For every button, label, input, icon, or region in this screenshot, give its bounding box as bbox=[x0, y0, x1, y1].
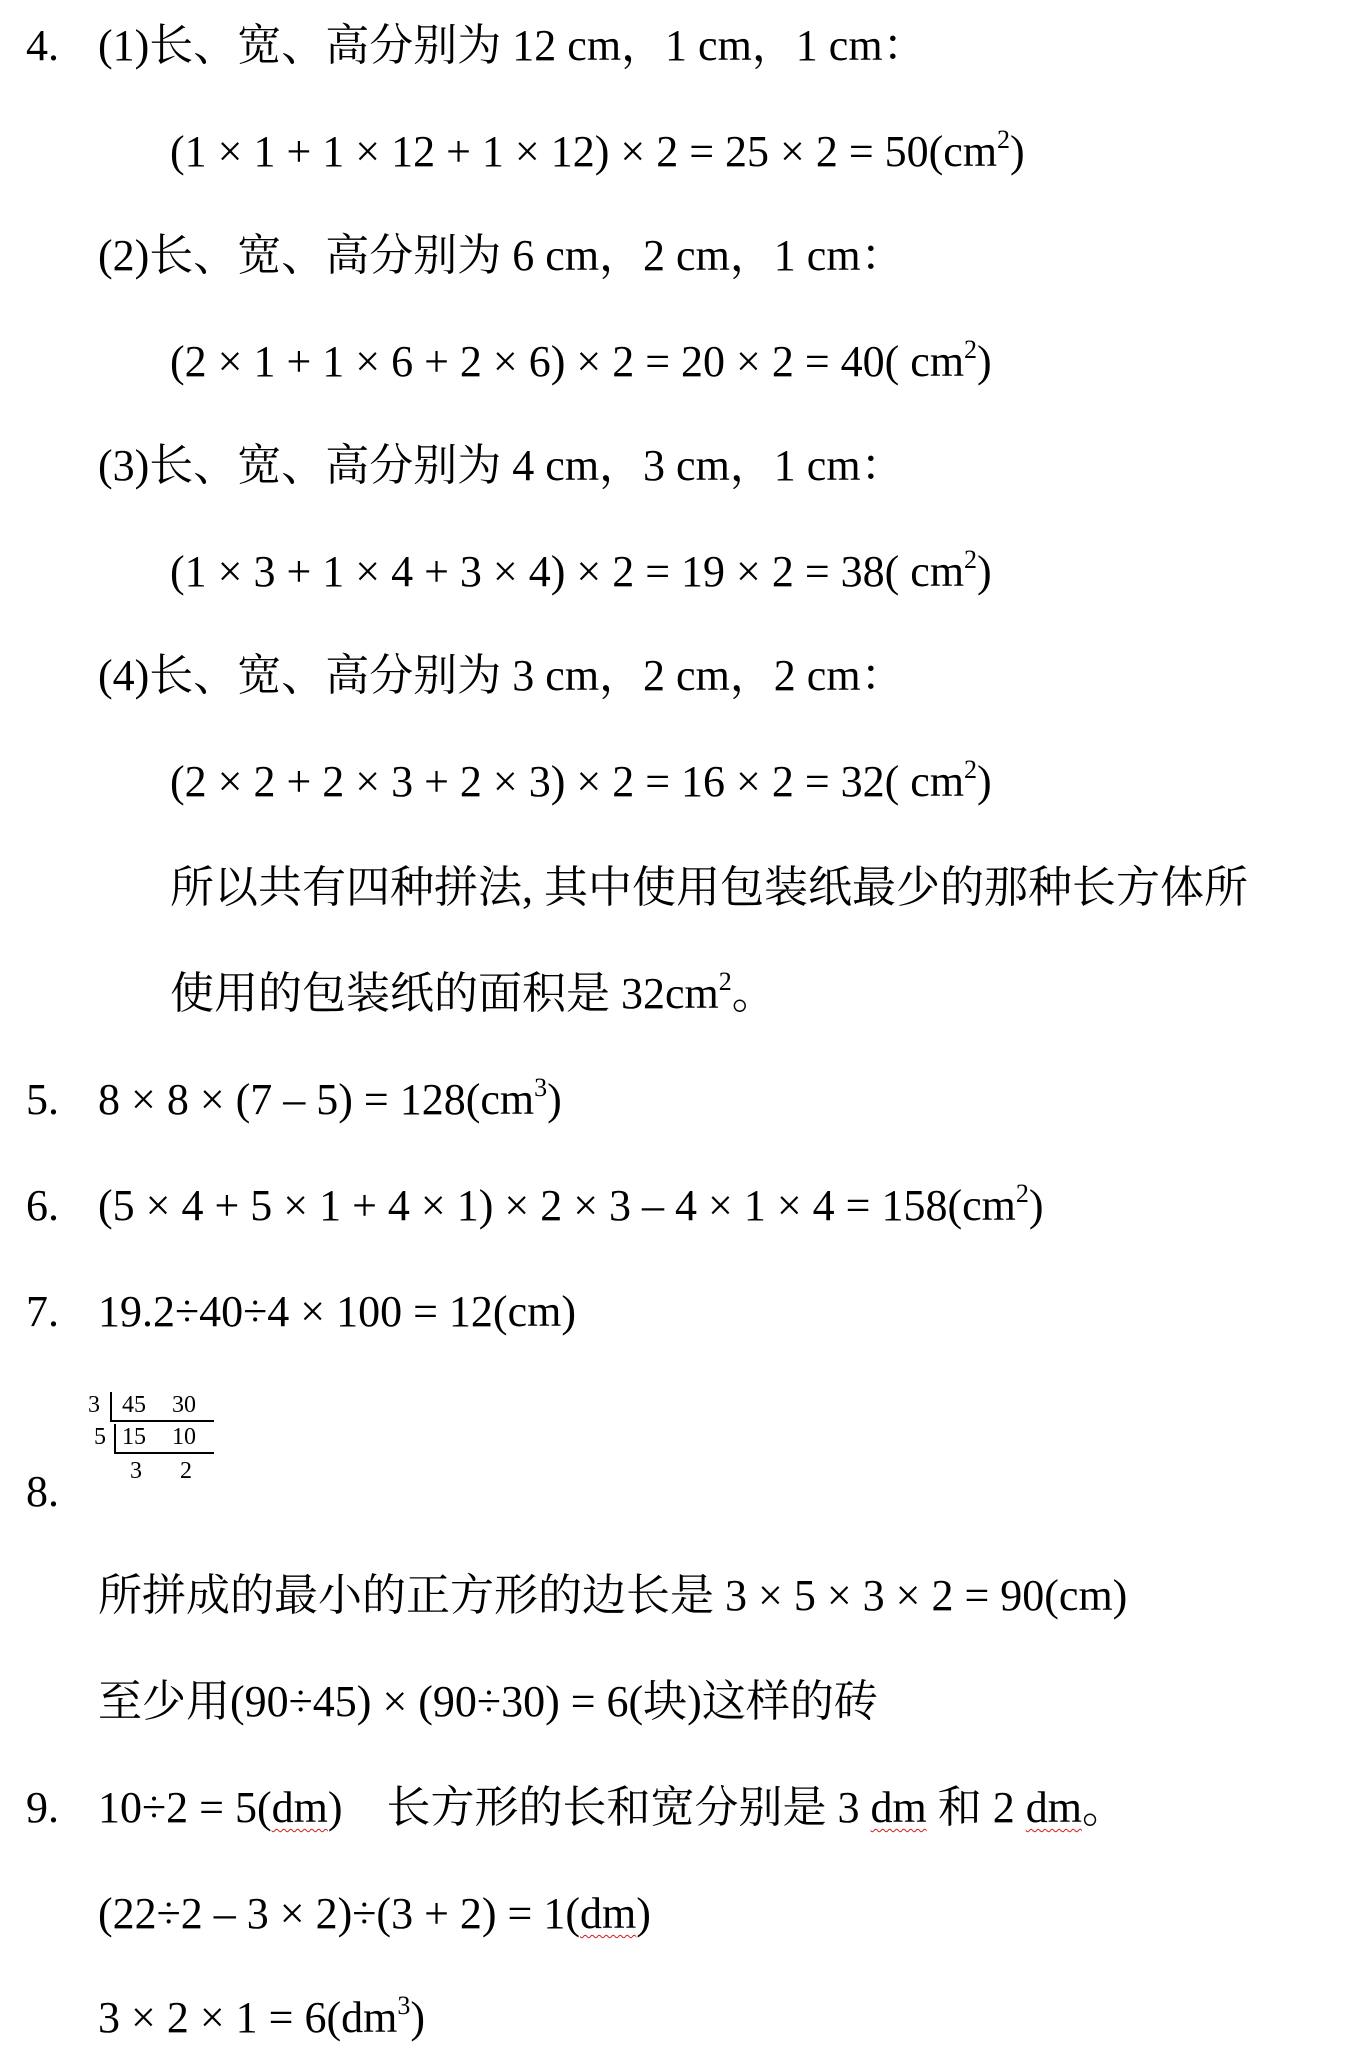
q8-line1: 所拼成的最小的正方形的边长是 3 × 5 × 3 × 2 = 90(cm) bbox=[98, 1571, 1128, 1620]
q4-case4-heading: (4)长、宽、高分别为 3 cm，2 cm，2 cm： bbox=[98, 651, 905, 700]
question-number: 6. bbox=[26, 1181, 59, 1230]
question-number: 9. bbox=[26, 1783, 59, 1832]
ladder-divisor-1: 3 bbox=[88, 1392, 100, 1418]
q4-conclusion-line2: 使用的包装纸的面积是 $32cm^2$。 bbox=[170, 967, 776, 1018]
ladder-rule bbox=[114, 1452, 214, 1454]
ladder-value: 30 bbox=[172, 1392, 196, 1418]
q4-case2-formula: (2 × 1 + 1 × 6 + 2 × 6) × 2 = 20 × 2 = 40( $cm^2$) bbox=[170, 335, 992, 386]
question-number: 8. bbox=[26, 1467, 59, 1516]
ladder-value: 15 bbox=[122, 1424, 146, 1450]
q4-case2-heading: (2)长、宽、高分别为 6 cm，2 cm，1 cm： bbox=[98, 231, 905, 280]
ladder-value: 10 bbox=[172, 1424, 196, 1450]
q4-case3-formula: (1 × 3 + 1 × 4 + 3 × 4) × 2 = 19 × 2 = 38( $cm^2$) bbox=[170, 545, 992, 596]
ladder-result: 2 bbox=[180, 1458, 192, 1484]
q9-line3: $3 \times 2 \times 1 = 6(dm^3)$ bbox=[98, 1991, 425, 2042]
q8-line2: 至少用(90÷45) × (90÷30) = 6(块)这样的砖 bbox=[98, 1677, 878, 1726]
q7-line: 7. 19.2÷40÷4 × 100 = 12(cm) bbox=[26, 1282, 576, 1342]
q4-case1-heading bbox=[26, 16, 927, 76]
q4-case3-heading: (3)长、宽、高分别为 4 cm，3 cm，1 cm： bbox=[98, 441, 905, 490]
q9-line1: 9. 10÷2 = 5(dm) 长方形的长和宽分别是 3 dm 和 2 dm。 bbox=[26, 1778, 1126, 1838]
q9-line2: (22÷2 – 3 × 2)÷(3 + 2) = 1(dm) bbox=[98, 1889, 651, 1938]
q5-line: 5. $8 \times 8 \times (7 - 5) = 128(cm^3)$ bbox=[26, 1070, 562, 1130]
ladder-value: 45 bbox=[122, 1392, 146, 1418]
q4-case4-formula: (2 × 2 + 2 × 3 + 2 × 3) × 2 = 16 × 2 = 32( $cm^2$) bbox=[170, 755, 992, 806]
q4-case1-formula: $(1 \times 1 + 1 \times 12 + 1 \times 12) \times 2 = 25 \times 2 = 50(cm^2)$ bbox=[170, 125, 1025, 176]
q6-line: 6. $(5 \times 4 + 5 \times 1 + 4 \times 1) \times 2 \times 3 - 4 \times 1 \times 4 = 158(cm^2)$ bbox=[26, 1176, 1044, 1236]
q4-conclusion-line1: 所以共有四种拼法, 其中使用包装纸最少的那种长方体所 bbox=[170, 863, 1248, 912]
ladder-rule bbox=[114, 1424, 116, 1454]
case-heading-text: (1)长、宽、高分别为 12 cm，1 cm，1 cm： bbox=[98, 21, 927, 70]
question-number: 5. bbox=[26, 1075, 59, 1124]
ladder-divisor-2: 5 bbox=[94, 1424, 106, 1450]
ladder-result: 3 bbox=[130, 1458, 142, 1484]
question-number: 4. bbox=[26, 21, 59, 70]
short-division-ladder bbox=[80, 1390, 240, 1510]
q8-number-line bbox=[26, 1462, 98, 1522]
question-number: 7. bbox=[26, 1287, 59, 1336]
ladder-rule bbox=[110, 1392, 112, 1422]
